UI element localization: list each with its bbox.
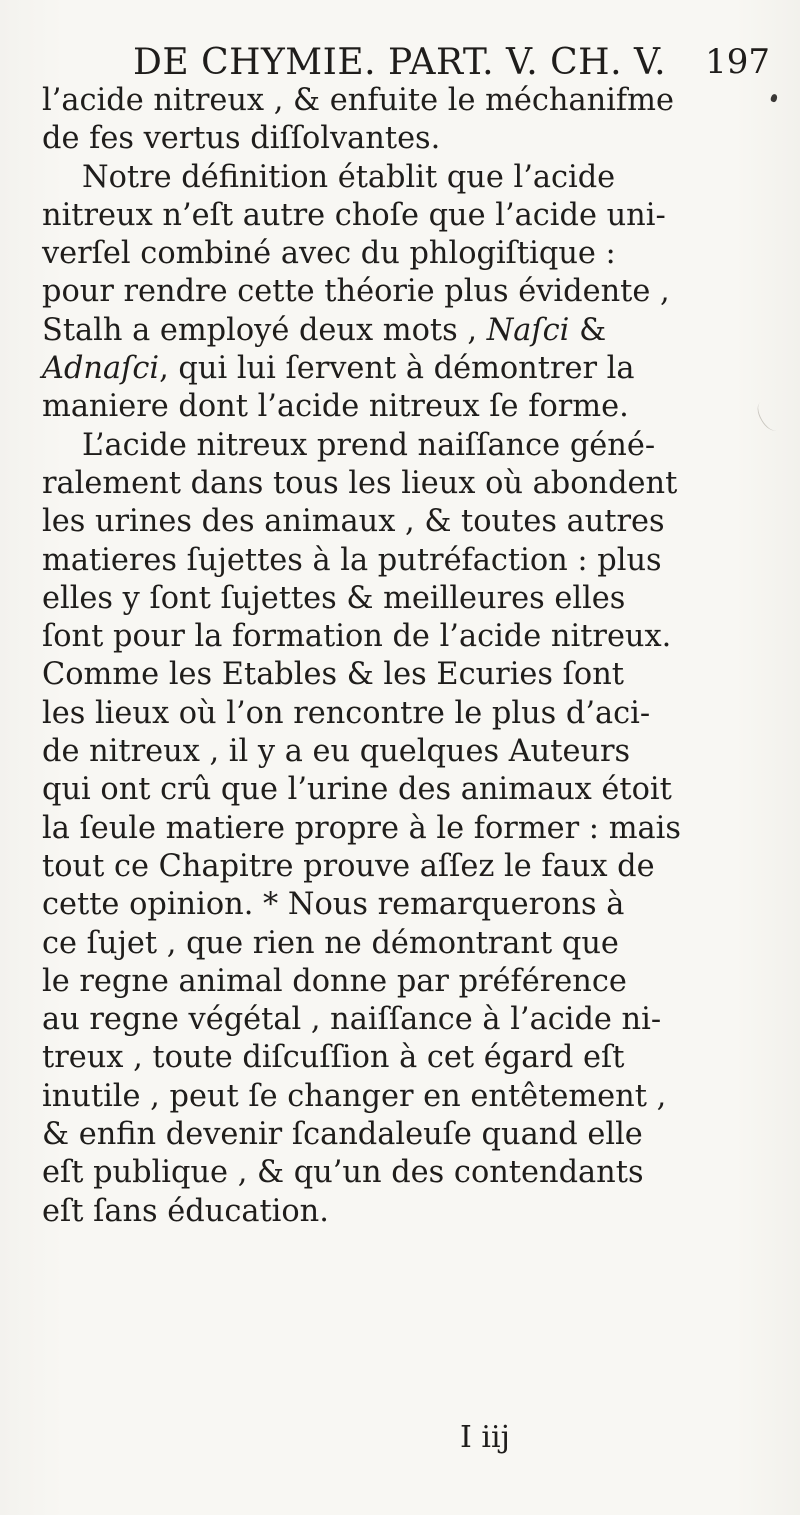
text-line: tout ce Chapitre prouve aſſez le faux de (42, 848, 655, 884)
signature-mark: I iij (460, 1420, 510, 1455)
text-line: ſont pour la formation de l’acide nitreux. (42, 619, 672, 655)
text-line: Comme les Etables & les Ecuries ſont (42, 657, 624, 693)
text-line: & enfin devenir ſcandaleuſe quand elle (42, 1117, 643, 1153)
text-line: pour rendre cette théorie plus évidente , (42, 274, 670, 310)
text-line: les urines des animaux , & toutes autres (42, 504, 665, 540)
text-segment: Stalh a employé deux mots , (42, 312, 487, 348)
running-head: DE CHYMIE. PART. V. CH. V. (133, 42, 667, 83)
text-line: inutile , peut ſe changer en entêtement , (42, 1078, 667, 1114)
text-line: eſt publique , & qu’un des contendants (42, 1155, 644, 1191)
text-segment: , qui lui ſervent à démontrer la (159, 351, 635, 387)
text-line: matieres ſujettes à la putréfaction : plus (42, 542, 662, 578)
text-line: maniere dont l’acide nitreux ſe forme. (42, 389, 629, 425)
text-line: les lieux où l’on rencontre le plus d’aci- (42, 695, 651, 731)
text-line: de nitreux , il y a eu quelques Auteurs (42, 734, 631, 770)
page-number: 197 (705, 42, 770, 82)
text-line-with-italics (42, 350, 782, 388)
text-line: treux , toute diſcuſſion à cet égard eſt (42, 1040, 625, 1076)
text-line: eſt ſans éducation. (42, 1193, 329, 1229)
text-line: verſel combiné avec du phlogiſtique : (42, 236, 616, 272)
text-line: Notre définition établit que l’acide (82, 159, 616, 195)
text-line: ce ſujet , que rien ne démontrant que (42, 925, 619, 961)
text-line: de fes vertus diſſolvantes. (42, 121, 441, 157)
text-line: elles y ſont ſujettes & meilleures elles (42, 580, 626, 616)
page-header (0, 40, 800, 86)
italic-word: Naſci (486, 312, 570, 348)
text-line: cette opinion. * Nous remarquerons à (42, 887, 625, 923)
text-line: au regne végétal , naiſſance à l’acide ni- (42, 1002, 662, 1038)
text-line: l’acide nitreux , & enfuite le méchanifme (42, 83, 674, 118)
italic-word: Adnaſci (42, 351, 160, 387)
text-line-with-italics (42, 312, 782, 350)
text-line: qui ont crû que l’urine des animaux étoit (42, 772, 672, 808)
text-line: ralement dans tous les lieux où abondent (42, 465, 678, 501)
text-line: le regne animal donne par préférence (42, 963, 627, 999)
text-line: nitreux n’eſt autre choſe que l’acide uni- (42, 197, 666, 233)
text-segment: & (579, 312, 607, 348)
body-text (42, 82, 782, 1231)
text-line: L’acide nitreux prend naiſſance géné- (82, 427, 656, 463)
text-line: la ſeule matiere propre à le former : mais (42, 810, 681, 846)
